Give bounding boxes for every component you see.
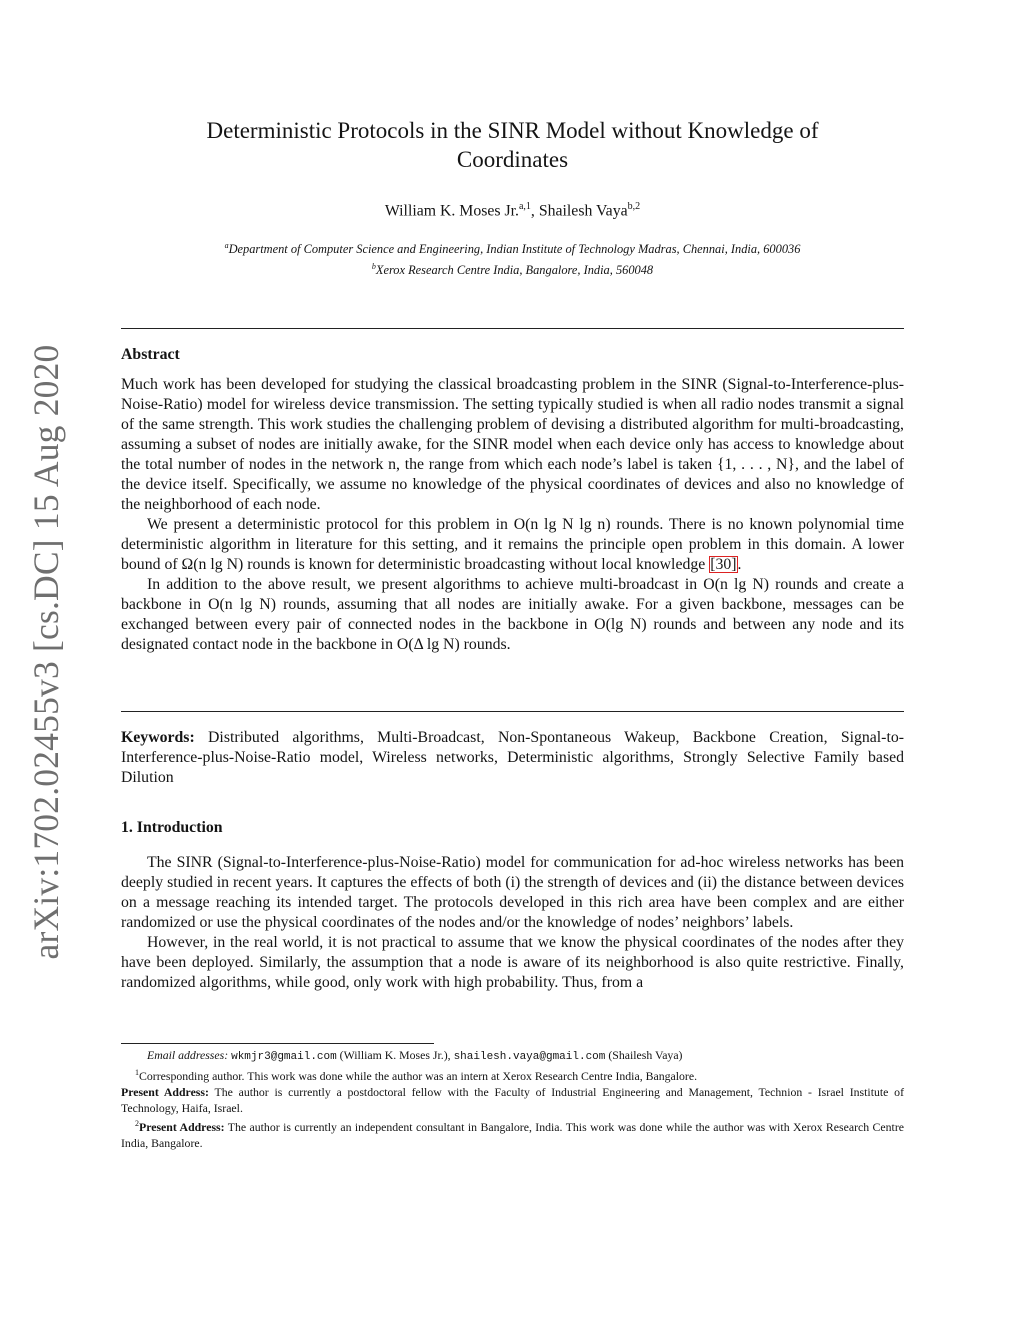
author-separator: , xyxy=(530,202,539,220)
paper-title xyxy=(121,116,904,174)
footnote-1-text: Corresponding author. This work was done while the author was an intern at Xerox Research Centre India, Bangalore. xyxy=(139,1068,698,1083)
footnotes xyxy=(121,1047,904,1151)
email-footnote xyxy=(121,1047,904,1065)
introduction-body xyxy=(121,853,904,993)
affiliation-marker: a xyxy=(224,241,229,250)
abstract-paragraph-2 xyxy=(121,515,904,575)
footnote-rule xyxy=(121,1043,434,1044)
introduction-paragraph-2: However, in the real world, it is not practical to assume that we know the physical coordinates of the nodes after they have been deployed. Similarly, the assumption that a node is aware of its neighborhood is also quite restrictive. Finally, randomized algorithms, while good, only work with high probability. Thus, from a xyxy=(121,934,904,991)
author-affiliation-marker: b,2 xyxy=(627,201,641,212)
author-affiliation-marker: a,1 xyxy=(518,201,531,212)
abstract-bottom-rule xyxy=(121,711,904,712)
affiliation-text: Department of Computer Science and Engineering, Indian Institute of Technology Madras, Chennai, India, 600036 xyxy=(228,242,801,257)
keywords-label: Keywords: xyxy=(121,729,195,746)
citation-link[interactable]: [30] xyxy=(710,556,737,573)
abstract-heading: Abstract xyxy=(121,346,180,363)
author-name: Shailesh Vaya xyxy=(538,202,628,220)
abstract-paragraph-3: In addition to the above result, we present algorithms to achieve multi-broadcast in O(n lg N) rounds and create a backbone in O(n lg N) rounds, assuming that all nodes are initially awake. For a given backbone, messages can be exchanged between every pair of connected nodes in the backbone in O(lg N) rounds and between any node and its designated contact node in the backbone in O(Δ lg N) rounds. xyxy=(121,576,904,653)
email-link[interactable]: wkmjr3@gmail.com xyxy=(231,1051,337,1063)
email-owner: (William K. Moses Jr.), xyxy=(336,1048,454,1062)
keywords-text: Distributed algorithms, Multi-Broadcast, Non-Spontaneous Wakeup, Backbone Creation, Signal-to-Interference-plus-Noise-Ratio model, Wireless networks, Deterministic algorithms, Strongly Selective Family based Dilution xyxy=(121,729,904,786)
abstract-paragraph-1: Much work has been developed for studying the classical broadcasting problem in the SINR (Signal-to-Interference-plus-Noise-Ratio) model for wireless device transmission. The setting typically studied is when all radio nodes transmit a signal of the same strength. This work studies the challenging problem of devising a distributed algorithm for multi-broadcasting, assuming a subset of nodes are initially awake, for the SINR model when each device only has access to knowledge about the total number of nodes in the network n, the range from which each node’s label is taken {1, . . . , N}, and the label of the device itself. Specifically, we assume no knowledge of the physical coordinates of devices and also no knowledge of the neighborhood of each node. xyxy=(121,376,904,513)
abstract-paragraph-2-end: . xyxy=(737,556,742,573)
author-list xyxy=(121,201,904,220)
footnote-2-text: The author is currently an independent consultant in Bangalore, India. This work was done while the author was with Xerox Research Centre India, Bangalore. xyxy=(121,1119,904,1150)
footnote-1 xyxy=(121,1065,904,1084)
affiliation-a xyxy=(121,237,904,258)
email-label: Email addresses: xyxy=(147,1048,229,1062)
present-address-label: Present Address: xyxy=(139,1119,225,1134)
keywords-paragraph xyxy=(121,728,904,788)
title-line-1: Deterministic Protocols in the SINR Model without Knowledge of xyxy=(206,118,819,143)
footnote-2 xyxy=(121,1116,904,1151)
introduction-paragraph-1: The SINR (Signal-to-Interference-plus-Noise-Ratio) model for communication for ad-hoc wireless networks has been deeply studied in recent years. It captures the effects of both (i) the strength of devices and (ii) the distance between devices on a message reaching its intended target. The protocols developed in this rich area have been complex and are either randomized or use the physical coordinates of the nodes and/or the knowledge of nodes’ neighbors’ labels. xyxy=(121,854,904,931)
email-owner: (Shailesh Vaya) xyxy=(605,1048,683,1062)
present-address-text: The author is currently a postdoctoral fellow with the Faculty of Industrial Engineering and Management, Technion - Israel Institute of Technology, Haifa, Israel. xyxy=(121,1084,904,1115)
arxiv-identifier-stamp: arXiv:1702.02455v3 [cs.DC] 15 Aug 2020 xyxy=(26,344,66,960)
abstract-paragraph-2-text: We present a deterministic protocol for this problem in O(n lg N lg n) rounds. There is no known polynomial time deterministic algorithm in literature for this setting, and it remains the principle open problem in this domain. A lower bound of Ω(n lg N) rounds is known for deterministic broadcasting without local knowledge xyxy=(121,516,904,573)
affiliations xyxy=(121,237,904,279)
footnote-1-present-address xyxy=(121,1084,904,1116)
affiliation-marker: b xyxy=(371,262,376,272)
affiliation-b xyxy=(121,258,904,279)
abstract-top-rule xyxy=(121,328,904,329)
title-line-2: Coordinates xyxy=(456,147,569,172)
present-address-label: Present Address: xyxy=(121,1084,209,1099)
affiliation-text: Xerox Research Centre India, Bangalore, India, 560048 xyxy=(375,263,654,278)
section-heading-introduction: 1. Introduction xyxy=(121,819,223,836)
email-link[interactable]: shailesh.vaya@gmail.com xyxy=(453,1051,606,1063)
author-name: William K. Moses Jr. xyxy=(384,202,519,220)
keywords xyxy=(121,728,904,788)
footnote-marker: 1 xyxy=(135,1068,139,1077)
abstract-body xyxy=(121,375,904,655)
footnote-marker: 2 xyxy=(135,1118,139,1128)
